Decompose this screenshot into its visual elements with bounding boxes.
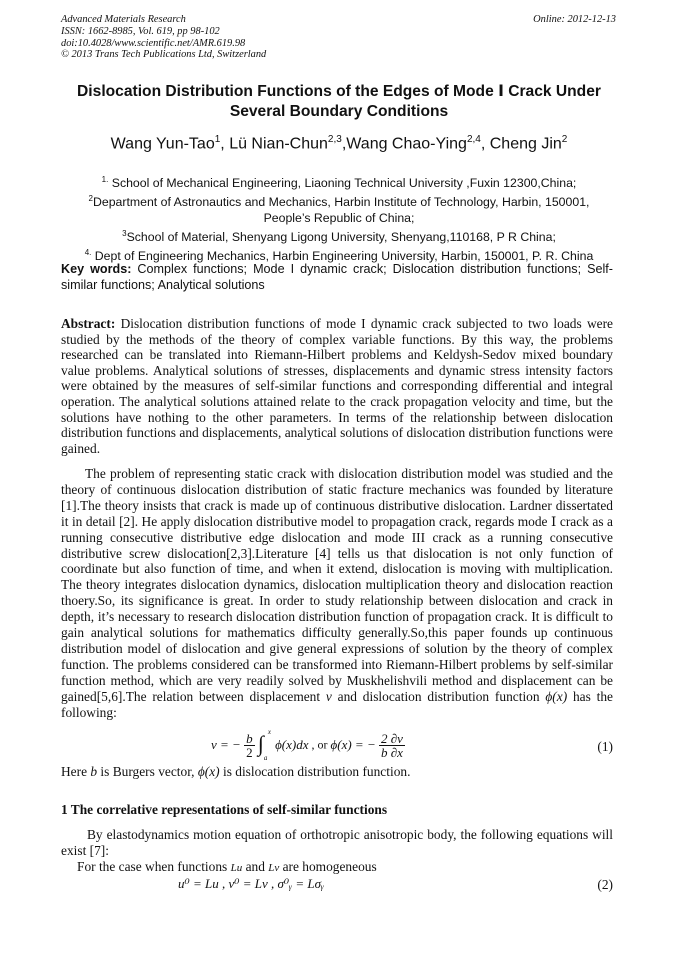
body-text: are homogeneous [279,859,377,874]
math-expr: b ∂x [380,744,403,760]
author-name: Wang Chao-Ying [346,135,467,153]
affiliation-sup: 2 [88,194,93,204]
math-var: v [325,688,332,704]
issn-line: ISSN: 1662-8985, Vol. 619, pp 98-102 [61,25,220,37]
keywords-label: Key words: [61,262,132,276]
paper-title [52,82,626,122]
integral-upper: x [267,728,271,736]
author-affil-sup: 2,4 [466,134,481,145]
title-line-2: Several Boundary Conditions [229,103,449,120]
math-expr: 2 [246,744,253,760]
equation-number: (1) [597,739,613,754]
equation-number: (2) [597,877,613,892]
math-expr: v = − [211,737,241,752]
affiliation-sup: 1. [101,175,109,184]
intro-text: The problem of representing static crack with dislocation distribution model was studied and the theory of continuous dislocation distribution of static fracture mechanics was founded by literature [1].The theory insists that crack is made up of continuous distributive dislocation. Lardner dissertated it in detail [2]. He apply dislocation distributive model to propagation crack, regards mode Ⅰ crack as a running consecutive distributive edge dislocation and mode III crack as a running consecutive distributive screw dislocation[2,3].Literature [4] tells us that dislocation is not only function of coordinate but also function of time, and when it extend, dislocation is moving with multiplication. The theory integrates dislocation dynamics, dislocation multiplication theory and dislocation reaction thoery.So, its significance is great. In order to study relationship between dislocation and crack in depth, it’s necessary to research dislocation distribution function of propagation crack. It is difficult to gain analytical solutions for mathematics difficulty generally.So,this paper founds up continuous distribution model of dislocation and give general expressions of solution by the theory of complex function. The problems considered can be transformed into Riemann-Hilbert problems by self-similar function method, which are very readily solved by Muskhelishvili method and displacement can be gained[5,6].The relation between displacement [61,466,613,704]
copyright-line: © 2013 Trans Tech Publications Ltd, Switzerland [61,49,267,61]
keywords [61,262,613,293]
section-heading: 1 The correlative representations of self-similar functions [61,802,388,817]
math-var: b [90,764,98,779]
affiliation-text: School of Material, Shenyang Ligong University, Shenyang,110168, P R China; [126,229,556,244]
body-text: is dislocation distribution function. [219,764,411,779]
math-var: ϕ(x) [545,688,568,704]
integral-sign [258,730,272,760]
author-list [40,130,638,154]
integral-symbol: ∫ [257,731,264,756]
journal-name: Advanced Materials Research [61,14,186,25]
author-affil-sup: 2,3 [327,134,342,145]
affiliation-text: Dept of Engineering Mechanics, Harbin Engineering University, Harbin, 150001, P. R. China [91,249,594,264]
integral-lower: a [263,754,268,762]
author-name: Lü Nian-Chun [229,135,328,153]
affiliation-2 [40,191,638,210]
abstract-text: Dislocation distribution functions of mode I dynamic crack subjected to two loads were studied by the methods of the theory of complex variable functions. By this way, the problems researched can be translated into Riemann-Hilbert problems and Keldysh-Sedov mixed boundary value problems. Analytical solutions of stresses, displacements and dynamic stress intensity factors were obtained by the measures of self-similar functions and corresponding differential and integral operation. The analytical solutions attained relate to the crack propagation velocity and time, but the solutions have nothing to the other parameters. In terms of the relationship between dislocation distribution functions and displacements, analytical solutions of dislocation distribution functions were gained. [61,316,613,456]
body-text: Here [61,764,91,779]
affiliations [40,172,638,264]
affiliation-sup: 4. [84,248,92,258]
keywords-text: Complex functions; Mode I dynamic crack; Dislocation distribution functions; Self-similar functions; Analytical solutions [61,262,613,292]
equation-2-body: u⁰ = Lu , v⁰ = Lv , σ⁰ᵧ = Lσᵧ [178,876,324,891]
author-name: Wang Yun-Tao [110,135,215,153]
author-affil-sup: 1 [214,134,221,145]
affiliation-2-cont: People’s Republic of China; [263,210,415,225]
running-header [61,14,616,61]
math-expr: b [246,730,253,746]
author-name: Cheng Jin [489,135,562,153]
math-var: Lv [268,862,280,874]
body-text: and [242,859,269,874]
abstract [61,316,613,456]
fraction [379,732,405,759]
doi-line: doi:10.4028/www.scientific.net/AMR.619.98 [61,37,246,49]
affiliation-text: Department of Astronautics and Mechanics, Harbin Institute of Technology, Harbin, 150001, [92,195,590,210]
affiliation-3 [40,226,638,245]
math-expr: 2 ∂v [380,730,403,746]
title-line-1: Dislocation Distribution Functions of the Edges of Mode Ⅰ Crack Under [77,83,601,100]
abstract-label: Abstract: [61,316,116,331]
equation-2 [61,876,613,896]
body-text: For the case when functions [77,859,231,874]
math-expr: ϕ(x) = − [330,737,376,752]
fraction [244,732,255,759]
math-expr: ϕ(x)dx [275,737,309,752]
equation-1 [61,730,613,764]
intro-text: has the following: [61,688,613,720]
body-text: is Burgers vector, [97,764,198,779]
section-paragraph-2 [77,859,613,877]
author-affil-sup: 2 [561,134,568,145]
math-text: , or [308,737,331,752]
author-separator: , [220,135,230,153]
affiliation-1 [40,172,638,191]
equation-1-body [211,730,405,760]
math-var: Lu [230,862,243,874]
affiliation-sup: 3 [122,228,127,238]
definition-line [61,764,613,780]
section-paragraph: By elastodynamics motion equation of orthotropic anisotropic body, the following equations will exist [7]: [61,827,613,858]
math-var: ϕ(x) [197,764,220,779]
author-separator: , [341,135,347,153]
author-separator: , [480,135,490,153]
affiliation-text: School of Mechanical Engineering, Liaoning Technical University ,Fuxin 12300,China; [108,176,577,191]
intro-text: and dislocation distribution function [331,688,546,704]
intro-paragraph [61,466,613,721]
online-date: Online: 2012-12-13 [533,14,616,25]
